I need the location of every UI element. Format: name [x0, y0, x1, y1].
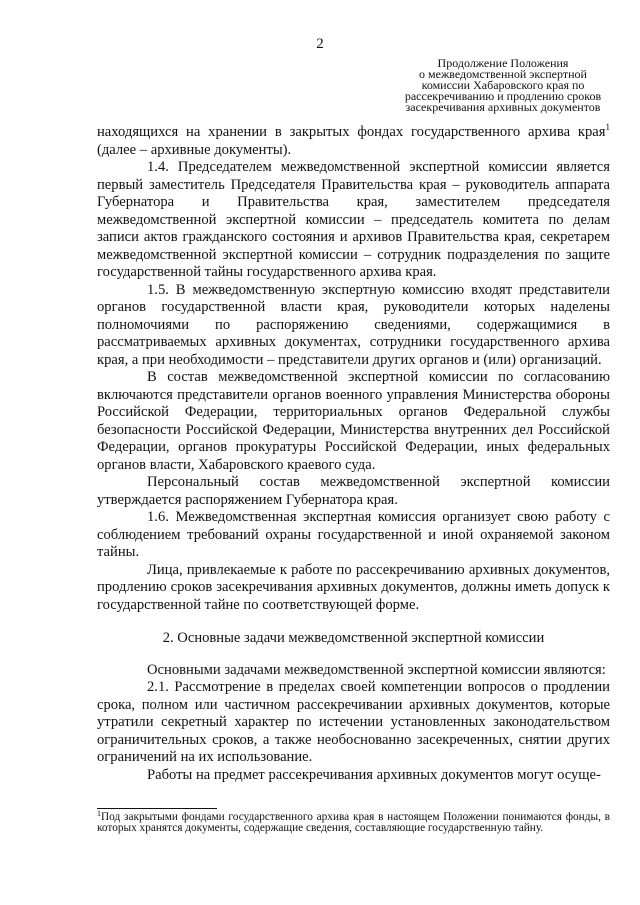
footnote	[97, 809, 610, 834]
document-body	[97, 124, 610, 784]
paragraph-works: Работы на предмет рассекречивания архивных документов могут осуще-	[147, 766, 601, 783]
continuation-header	[398, 58, 608, 113]
header-line: Продолжение Положения	[437, 56, 569, 70]
header-line: засекречивания архивных документов	[405, 100, 601, 114]
paragraph-continuation	[97, 124, 610, 159]
section-heading-2: 2. Основные задачи межведомственной экспертной комиссии	[162, 630, 545, 646]
paragraph-2-1: 2.1. Рассмотрение в пределах своей компетенции вопросов о продлении срока, полном или частичном рассекречивании архивных документов, которые утратили секретный характер по истечении установленных законодательством ограничительных сроков, а также необоснованно засекреченных, снятии других ограничений на их использование.	[97, 679, 610, 765]
paragraph-persons: Лица, привлекаемые к работе по рассекречиванию архивных документов, продлению сроков засекречивания архивных документов, должны иметь допуск к государственной тайне по соответствующей форме.	[97, 561, 610, 613]
paragraph-text: (далее – архивные документы).	[97, 141, 292, 158]
paragraph-personal: Персональный состав межведомственной экспертной комиссии утверждается распоряжением Губернатора края.	[97, 474, 610, 508]
paragraph-1-4: 1.4. Председателем межведомственной экспертной комиссии является первый заместитель Председателя Правительства края – руководитель аппарата Губернатора и Правительства края, заместителем председателя межведомственной экспертной комиссии – председатель комитета по делам записи актов гражданского состояния и архивов Правительства края, секретарем межведомственной экспертной комиссии – сотрудник подразделения по защите государственной тайны государственного архива края.	[97, 159, 610, 280]
paragraph-text: находящихся на хранении в закрытых фондах государственного архива края	[97, 124, 606, 140]
page-number: 2	[316, 36, 324, 52]
header-line: о межведомственной экспертной	[419, 67, 587, 81]
paragraph-1-5: 1.5. В межведомственную экспертную комиссию входят представители органов государственной власти края, руководители которых наделены полномочиями по распоряжению сведениями, содержащимися в рассматриваемых архивных документах, сотрудники государственного архива края, а при необходимости – представители других органов и (или) организаций.	[97, 281, 610, 368]
footnote-ref: 1	[605, 122, 610, 132]
header-line: комиссии Хабаровского края по	[421, 78, 585, 92]
header-line: рассекречиванию и продлению сроков	[404, 89, 602, 103]
paragraph-composition: В состав межведомственной экспертной комиссии по согласованию включаются представители органов военного управления Министерства обороны Российской Федерации, территориальных органов Федеральной службы безопасности Российской Федерации, Министерства внутренних дел Российской Федерации, органов прокуратуры Российской Федерации, иных федеральных органов власти, Хабаровского краевого суда.	[97, 369, 610, 473]
footnote-divider	[97, 808, 217, 809]
footnote-text: Под закрытыми фондами государственного архива края в настоящем Положении понимаются фонды, в которых хранятся документы, содержащие сведения, составляющие государственную тайну.	[97, 811, 610, 834]
paragraph-tasks: Основными задачами межведомственной экспертной комиссии являются:	[147, 661, 606, 678]
footnote-marker: 1	[97, 809, 101, 818]
paragraph-1-6: 1.6. Межведомственная экспертная комиссия организует свою работу с соблюдением требований охраны государственной и иной охраняемой законом тайны.	[97, 509, 610, 560]
